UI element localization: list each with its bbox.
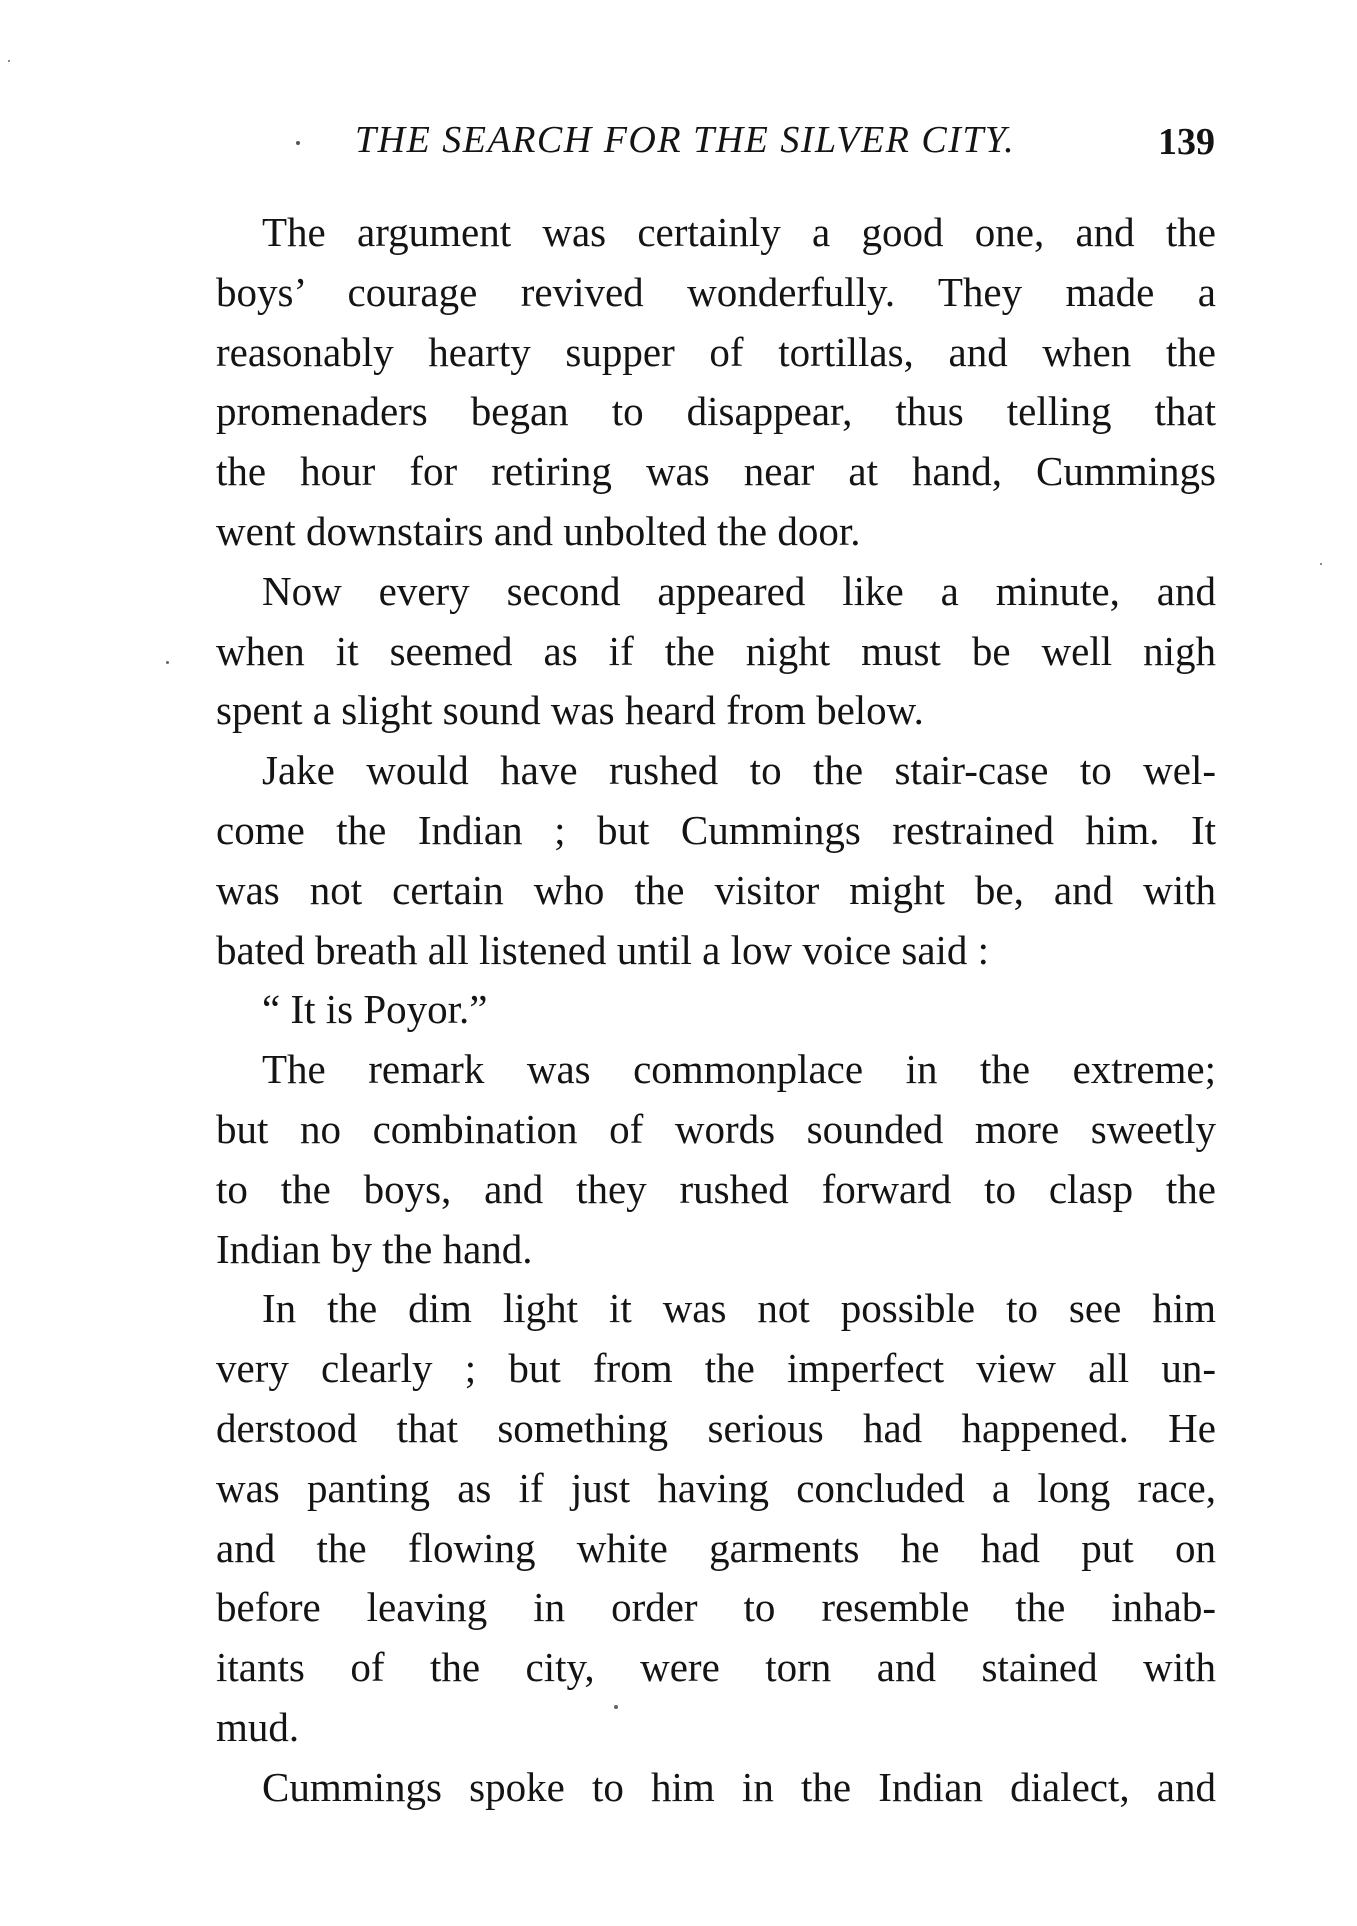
body-text (216, 203, 1216, 1818)
text-line: before leaving in order to resemble the inhab- (216, 1584, 1216, 1631)
print-speck (1320, 563, 1322, 565)
text-line: went downstairs and unbolted the door. (216, 507, 861, 554)
text-line: and the flowing white garments he had put on (216, 1524, 1216, 1571)
text-line: to the boys, and they rushed forward to clasp the (216, 1165, 1216, 1212)
text-line: but no combination of words sounded more sweetly (216, 1105, 1216, 1152)
paragraph (216, 741, 1216, 980)
running-head (355, 112, 1215, 172)
text-line: Cummings spoke to him in the Indian dialect, and (262, 1763, 1216, 1810)
text-line: come the Indian ; but Cummings restrained him. It (216, 806, 1216, 853)
text-line: Indian by the hand. (216, 1225, 533, 1272)
text-line: itants of the city, were torn and stained with (216, 1644, 1216, 1691)
text-line: reasonably hearty supper of tortillas, and when the (216, 328, 1216, 375)
text-line: The argument was certainly a good one, and the (262, 209, 1216, 255)
paragraph (216, 562, 1216, 741)
paragraph (216, 980, 1216, 1040)
print-speck (8, 60, 10, 62)
running-title: THE SEARCH FOR THE SILVER CITY. (355, 119, 1016, 161)
margin-speck (296, 141, 300, 145)
text-line: very clearly ; but from the imperfect view all un- (216, 1345, 1216, 1392)
paragraph (216, 1040, 1216, 1279)
text-line: bated breath all listened until a low voice said : (216, 926, 990, 973)
print-speck (166, 661, 169, 664)
paragraph (216, 1758, 1216, 1818)
text-line: was panting as if just having concluded a long race, (216, 1464, 1216, 1511)
text-line: Now every second appeared like a minute, and (262, 567, 1216, 614)
text-line: when it seemed as if the night must be well nigh (216, 627, 1216, 674)
text-line: spent a slight sound was heard from below. (216, 687, 924, 734)
page-number: 139 (1158, 121, 1215, 163)
text-line: promenaders began to disappear, thus telling that (216, 388, 1216, 435)
text-line: Jake would have rushed to the stair-case to wel- (262, 747, 1216, 794)
paragraph (216, 1279, 1216, 1757)
text-line: “ It is Poyor.” (262, 986, 488, 1033)
text-line: was not certain who the visitor might be, and with (216, 866, 1216, 913)
text-line: mud. (216, 1703, 300, 1750)
text-line: The remark was commonplace in the extreme; (262, 1046, 1216, 1093)
print-speck (614, 1705, 618, 1709)
paragraph (216, 203, 1216, 562)
text-line: In the dim light it was not possible to see him (262, 1285, 1216, 1332)
text-line: boys’ courage revived wonderfully. They made a (216, 268, 1216, 315)
text-line: the hour for retiring was near at hand, Cummings (216, 448, 1216, 495)
text-line: derstood that something serious had happened. He (216, 1404, 1216, 1451)
